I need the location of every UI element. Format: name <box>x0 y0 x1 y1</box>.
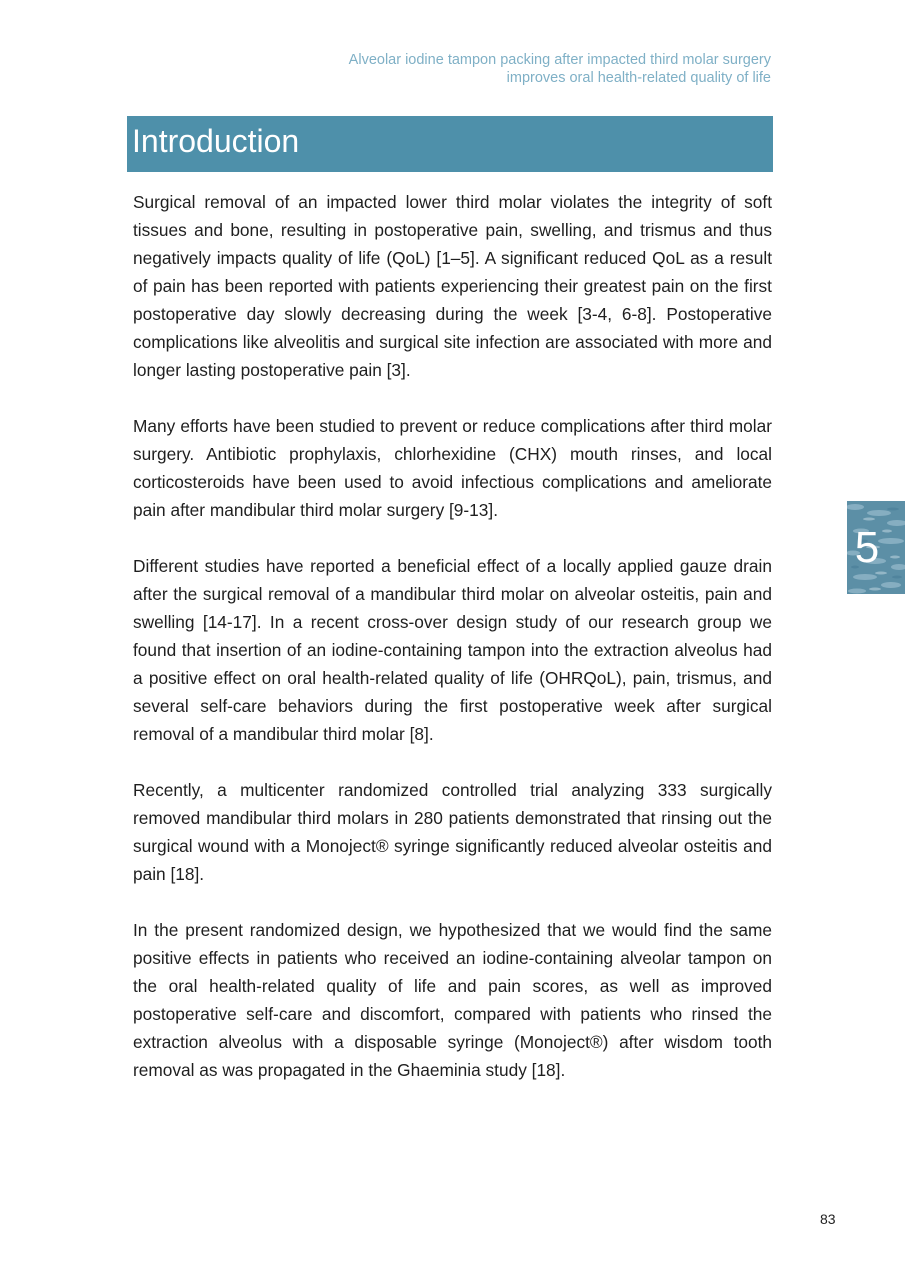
running-header-line-2: improves oral health-related quality of life <box>506 70 771 86</box>
paragraph: Many efforts have been studied to prevent or reduce complications after third molar surgery. Antibiotic prophylaxis, chlorhexidine (CHX) mouth rinses, and local corticosteroids have been used to avoid infectious complications and ameliorate pain after mandibular third molar surgery [9-13]. <box>133 416 772 520</box>
body-text <box>133 188 772 1112</box>
section-title: Introduction <box>132 123 300 159</box>
running-header-line-1: Alveolar iodine tampon packing after impacted third molar surgery <box>348 52 771 68</box>
chapter-tab <box>847 501 905 594</box>
section-banner <box>127 116 773 172</box>
page-number: 83 <box>820 1211 836 1227</box>
paragraph: Different studies have reported a beneficial effect of a locally applied gauze drain after the surgical removal of a mandibular third molar on alveolar osteitis, pain and swelling [14-17]. In a recent cross-over design study of our research group we found that insertion of an iodine-containing tampon into the extraction alveolus had a positive effect on oral health-related quality of life (OHRQoL), pain, trismus, and several self-care behaviors during the first postoperative week after surgical removal of a mandibular third molar [8]. <box>133 556 772 744</box>
chapter-number: 5 <box>854 523 880 572</box>
paragraph: Recently, a multicenter randomized controlled trial analyzing 333 surgically removed mandibular third molars in 280 patients demonstrated that rinsing out the surgical wound with a Monoject® syringe significantly reduced alveolar osteitis and pain [18]. <box>133 780 772 884</box>
paragraph: Surgical removal of an impacted lower third molar violates the integrity of soft tissues and bone, resulting in postoperative pain, swelling, and trismus and thus negatively impacts quality of life (QoL) [1–5]. A significant reduced QoL as a result of pain has been reported with patients experiencing their greatest pain on the first postoperative day slowly decreasing during the week [3-4, 6-8]. Postoperative complications like alveolitis and surgical site infection are associated with more and longer lasting postoperative pain [3]. <box>133 192 772 380</box>
running-header <box>151 51 771 87</box>
paragraph: In the present randomized design, we hypothesized that we would find the same positive effects in patients who received an iodine-containing alveolar tampon on the oral health-related quality of life and pain scores, as well as improved postoperative self-care and discomfort, compared with patients who rinsed the extraction alveolus with a disposable syringe (Monoject®) after wisdom tooth removal as was propagated in the Ghaeminia study [18]. <box>133 920 772 1080</box>
